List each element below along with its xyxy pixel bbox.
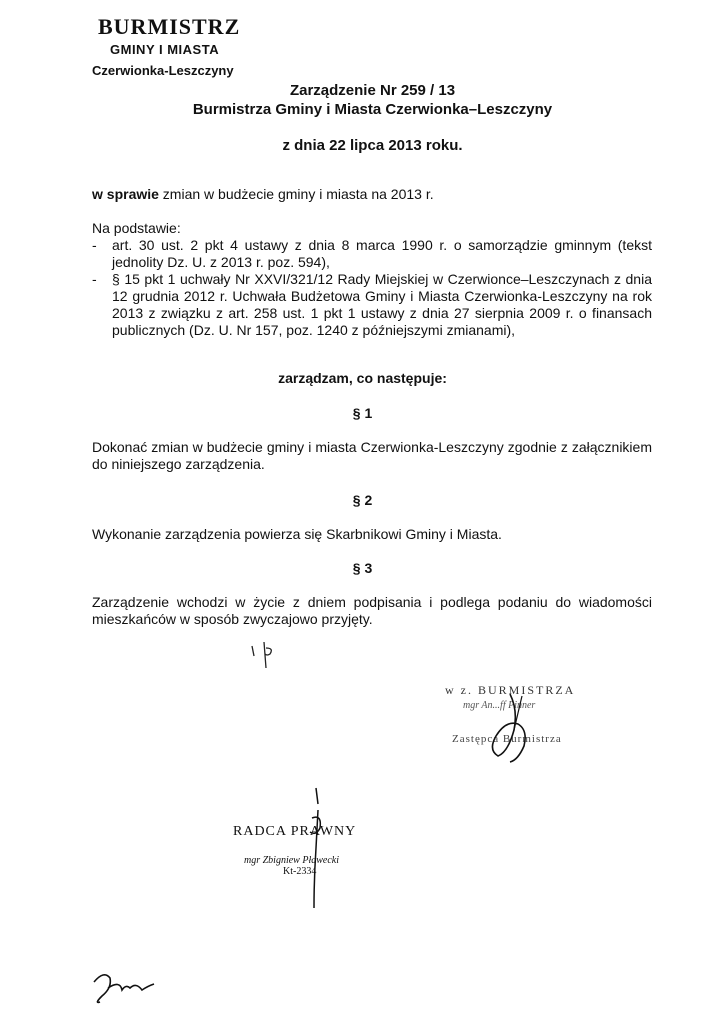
legal-basis-item-text: § 15 pkt 1 uchwały Nr XXVI/321/12 Rady Miejskiej w Czerwionce–Leszczynach z dnia 12 grudnia 2012 r. Uchwała Budżetowa Gminy i Miasta Czerwionka-Leszczyny na rok 2013 z związku z art. 258 ust. 1 pkt 1 ustawy z dnia 27 sierpnia 2009 r. o finansach publicznych (Dz. U. Nr 157, poz. 1240 z późniejszymi zmianami), [112,271,652,338]
initials-mark [250,640,280,670]
paragraph-mark-1: § 1 [352,405,373,421]
stamp-mayor-line1: w z. BURMISTRZA [445,683,576,697]
stamp-mayor-line2: mgr An...ff Pinner [463,700,536,711]
legal-basis-intro: Na podstawie: [92,220,181,236]
bottom-initials-signature [90,968,160,1008]
subject-lead: w sprawie [92,186,159,202]
stamp-mayor-line3: Zastępca Burmistrza [452,733,562,745]
legal-basis-item-text: art. 30 ust. 2 pkt 4 ustawy z dnia 8 marca 1990 r. o samorządzie gminnym (tekst jednolity Dz. U. z 2013 r. poz. 594), [112,237,652,270]
stamp-legal-line2: mgr Zbigniew Pławecki [244,855,339,866]
decree-heading: zarządzam, co następuje: [278,370,447,386]
paragraph-text-1: Dokonać zmian w budżecie gminy i miasta Czerwionka-Leszczyny zgodnie z załącznikiem do niniejszego zarządzenia. [92,439,652,472]
stamp-legal-line1: RADCA PRAWNY [233,824,357,839]
paragraph-text-3: Zarządzenie wchodzi w życie z dniem podpisania i podlega podaniu do wiadomości mieszkańców w sposób zwyczajowo przyjęty. [92,594,652,627]
list-dash: - [92,271,97,287]
document-date: z dnia 22 lipca 2013 roku. [282,137,463,154]
legal-counsel-signature [296,788,336,918]
issuer-header-subtitle: GMINY I MIASTA [110,42,220,57]
subject-line [92,186,434,203]
issuer-header-title: BURMISTRZ [98,14,241,39]
paragraph-mark-3: § 3 [352,560,373,576]
paragraph-mark-2: § 2 [352,492,373,508]
list-dash: - [92,237,97,253]
legal-basis-item [92,271,652,339]
document-issuer: Burmistrza Gminy i Miasta Czerwionka–Leszczyny [192,101,553,118]
paragraph-text-2: Wykonanie zarządzenia powierza się Skarbnikowi Gminy i Miasta. [92,526,502,542]
subject-text: zmian w budżecie gminy i miasta na 2013 r. [158,186,434,202]
legal-basis-item [92,237,652,271]
document-number: Zarządzenie Nr 259 / 13 [289,82,456,99]
issuer-header-place: Czerwionka-Leszczyny [92,63,234,78]
stamp-legal-line3: Kt-2334 [283,866,317,877]
mayor-signature [488,690,538,770]
